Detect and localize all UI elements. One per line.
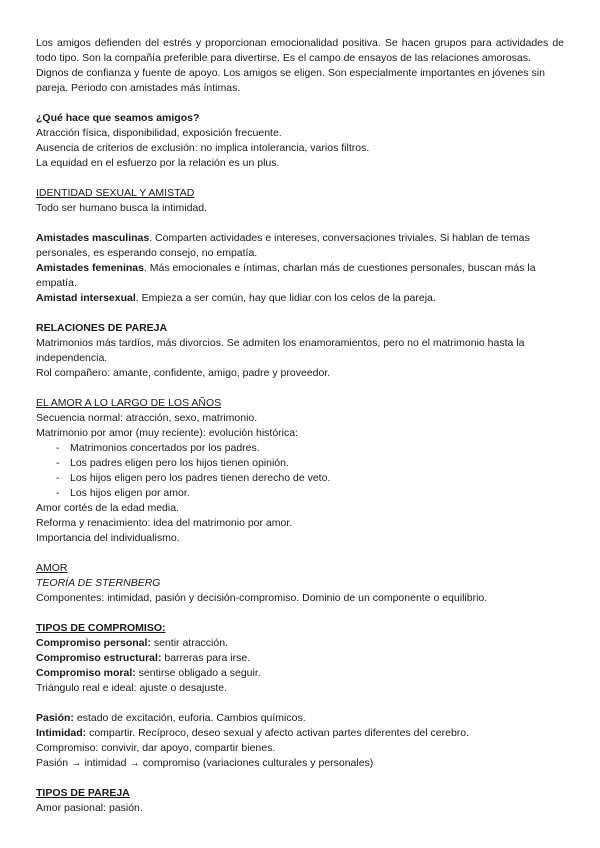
commitment-moral-term: Compromiso moral: [36, 667, 136, 679]
love-years-line: Secuencia normal: atracción, sexo, matrimonio. [36, 412, 258, 424]
love-years-after-line: Amor cortés de la edad media. [36, 502, 179, 514]
list-item: - Los hijos eligen por amor. [58, 486, 564, 501]
male-friendships-text: . Comparten actividades e intereses, conversaciones triviales. Si hablan de temas personales, es esperando consejo, no empatía. [36, 232, 530, 259]
commitment-structural [36, 651, 564, 666]
female-friendships-text: . Más emocionales e íntimas, charlan más de cuestiones personales, buscan más la empatía. [36, 262, 536, 289]
female-friendships-paragraph [36, 261, 564, 291]
why-friends-line: La equidad en el esfuerzo por la relación es un plus. [36, 157, 280, 169]
male-friendships-term: Amistades masculinas [36, 232, 150, 244]
passion-line [36, 711, 564, 726]
intersexual-friendship-text: . Empieza a ser común, hay que lidiar con los celos de la pareja. [135, 292, 436, 304]
commitment-moral [36, 666, 564, 681]
love-years-after-line: Importancia del individualismo. [36, 532, 180, 544]
list-item: - Los padres eligen pero los hijos tienen opinión. [58, 456, 564, 471]
commitment-structural-term: Compromiso estructural: [36, 652, 162, 664]
intro-paragraph-2: Dignos de confianza y fuente de apoyo. Los amigos se eligen. Son especialmente importantes en jóvenes sin pareja. Periodo con amistades más íntimas. [36, 67, 545, 94]
female-friendships-term: Amistades femeninas [36, 262, 144, 274]
commitment-personal [36, 636, 564, 651]
passion-term: Pasión: [36, 712, 74, 724]
commitment-structural-text: barreras para irse. [161, 652, 251, 664]
marriage-evolution-list [36, 441, 564, 501]
love-years-after-line: Reforma y renacimiento: idea del matrimonio por amor. [36, 517, 293, 529]
commitment-personal-text: sentir atracción. [150, 637, 228, 649]
commitment-moral-text: sentirse obligado a seguir. [135, 667, 261, 679]
relations-heading: RELACIONES DE PAREJA [36, 322, 168, 334]
commitment-personal-term: Compromiso personal: [36, 637, 151, 649]
intimacy-text: compartir. Recíproco, deseo sexual y afecto activan partes diferentes del cerebro. [86, 727, 470, 739]
list-item: - Matrimonios concertados por los padres. [58, 441, 564, 456]
intersexual-friendship-paragraph [36, 291, 564, 306]
why-friends-heading: ¿Qué hace que seamos amigos? [36, 112, 200, 124]
commitment-line: Compromiso: convivir, dar apoyo, compartir bienes. [36, 742, 276, 754]
sternberg-subheading: TEORÍA DE STERNBERG [36, 577, 161, 589]
relations-paragraph-1: Matrimonios más tardíos, más divorcios. Se admiten los enamoramientos, pero no el matrimonio hasta la independencia. [36, 337, 525, 364]
sequence-line: Pasión → intimidad → compromiso (variaciones culturales y personales) [36, 757, 374, 769]
relations-paragraph-2: Rol compañero: amante, confidente, amigo, padre y proveedor. [36, 367, 331, 379]
love-years-line: Matrimonio por amor (muy reciente): evolución histórica: [36, 427, 299, 439]
passion-text: estado de excitación, euforia. Cambios químicos. [73, 712, 306, 724]
document-page [36, 36, 564, 816]
love-years-heading: EL AMOR A LO LARGO DE LOS AÑOS [36, 397, 222, 409]
couple-types-heading: TIPOS DE PAREJA [36, 787, 130, 799]
male-friendships-paragraph [36, 231, 564, 261]
intro-paragraph-1: Los amigos defienden del estrés y proporcionan emocionalidad positiva. Se hacen grupos para actividades de todo tipo. Son la compañía preferible para divertirse. Es el campo de ensayos de las relaciones amorosas. [36, 37, 564, 64]
triangle-line: Triángulo real e ideal: ajuste o desajuste. [36, 682, 228, 694]
why-friends-line: Ausencia de criterios de exclusión: no implica intolerancia, varios filtros. [36, 142, 370, 154]
identity-line: Todo ser humano busca la intimidad. [36, 202, 208, 214]
intersexual-friendship-term: Amistad intersexual [36, 292, 136, 304]
intimacy-term: Intimidad: [36, 727, 87, 739]
amor-heading: AMOR [36, 562, 68, 574]
commitment-types-heading: TIPOS DE COMPROMISO: [36, 622, 166, 634]
list-item: - Los hijos eligen pero los padres tienen derecho de veto. [58, 471, 564, 486]
identity-heading: IDENTIDAD SEXUAL Y AMISTAD [36, 187, 195, 199]
why-friends-line: Atracción física, disponibilidad, exposición frecuente. [36, 127, 282, 139]
couple-types-line: Amor pasional: pasión. [36, 802, 143, 814]
sternberg-components-line: Componentes: intimidad, pasión y decisión-compromiso. Dominio de un componente o equilibrio. [36, 592, 488, 604]
intimacy-line [36, 726, 564, 741]
